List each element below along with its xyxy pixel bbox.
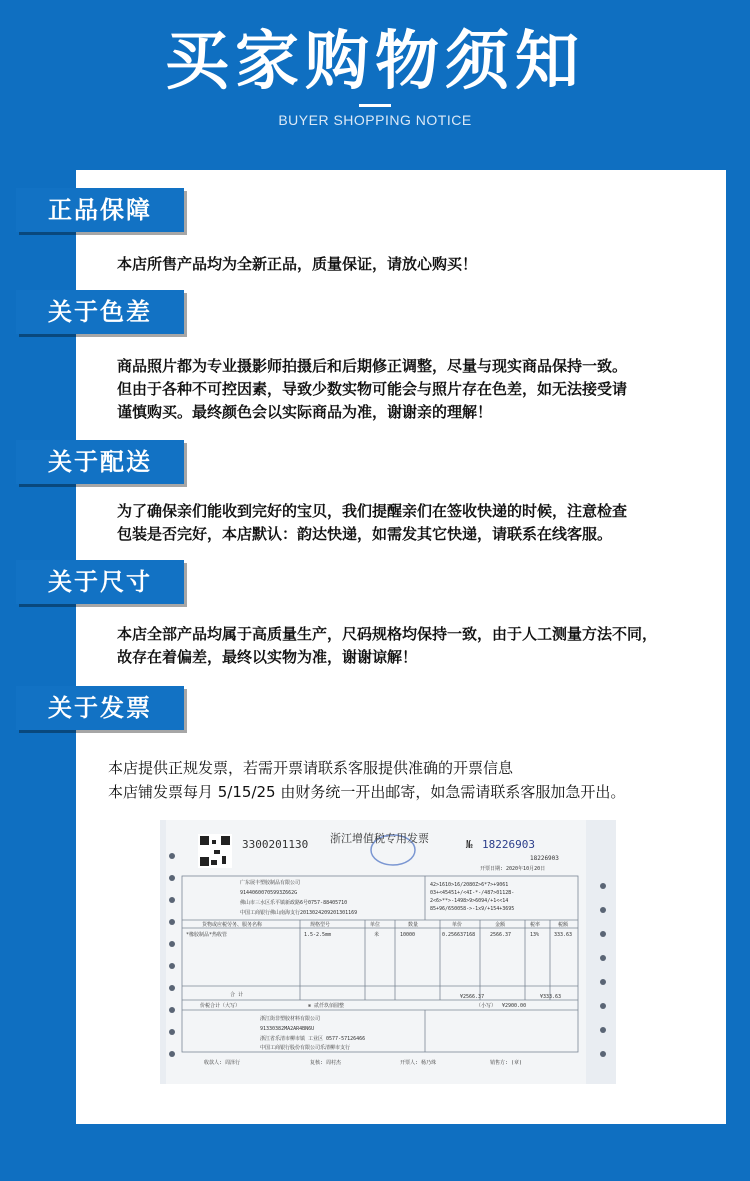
text-line: 商品照片都为专业摄影师拍摄后和后期修正调整，尽量与现实商品保持一致。 xyxy=(117,357,628,375)
item-amount: 2566.37 xyxy=(490,932,512,938)
section-tag-genuine: 正品保障 xyxy=(16,188,184,232)
buyer-name: 广东展丰塑胶制品有限公司 xyxy=(240,880,301,886)
text-line: 谨慎购买。最终颜色会以实际商品为准，谢谢亲的理解！ xyxy=(117,403,493,421)
invoice-number-small: 18226903 xyxy=(530,855,559,862)
item-name: *橡胶制品*热收管 xyxy=(186,932,228,938)
qr-code-icon xyxy=(198,834,232,868)
footer-drawer: 开票人: 杨乃珠 xyxy=(400,1060,437,1066)
cipher-line: 2<6>**>-1498>9>6094/+1<<14 xyxy=(430,898,509,904)
item-tax: 333.63 xyxy=(554,932,573,938)
footer-payee: 收款人: 周泽行 xyxy=(204,1060,241,1066)
buyer-address: 佛山市三水区乐平镇新政路6号0757-88405710 xyxy=(240,900,348,906)
title-divider xyxy=(359,104,391,107)
item-unit: 米 xyxy=(374,932,380,938)
section-tag-color: 关于色差 xyxy=(16,290,184,334)
sum-amount: ¥2566.37 xyxy=(460,994,485,1000)
footer-check: 复核: 周村杰 xyxy=(310,1060,342,1066)
total-label: 价税合计（大写） xyxy=(200,1003,241,1009)
text-line: 故存在着偏差，最终以实物为准，谢谢谅解！ xyxy=(117,648,418,666)
total-words: ⊗ 贰仟玖佰圆整 xyxy=(308,1003,345,1009)
seller-tax-id: 91330382MA2AR4BN6U xyxy=(260,1026,315,1032)
cipher-line: 03+<45451+/<4I-*-/487>0112B- xyxy=(430,890,515,896)
section-text-size xyxy=(117,623,717,669)
text-line: 本店提供正规发票，若需开票请联系客服提供准确的开票信息 xyxy=(108,759,514,777)
invoice-drawing xyxy=(160,820,616,1084)
total-small: （小写） xyxy=(476,1003,497,1009)
text-line: 本店全部产品均属于高质量生产，尺码规格均保持一致，由于人工测量方法不同， xyxy=(117,625,658,643)
sum-tax: ¥333.63 xyxy=(540,994,562,1000)
invoice-number: 18226903 xyxy=(482,838,535,851)
invoice-no-label: № xyxy=(466,838,473,851)
sum-label: 合 计 xyxy=(230,992,244,998)
section-text-invoice xyxy=(108,756,728,804)
col-amount: 金额 xyxy=(495,922,506,928)
cipher-line: 85+96/650058->-1x9/+154+3695 xyxy=(430,906,515,912)
section-tag-invoice: 关于发票 xyxy=(16,686,184,730)
col-tax: 税额 xyxy=(558,922,569,928)
text-line: 但由于各种不可控因素，导致少数实物可能会与照片存在色差，如无法接受请 xyxy=(117,380,628,398)
section-text-color xyxy=(117,355,717,424)
col-name: 货物或应税劳务、服务名称 xyxy=(202,922,263,928)
seller-bank: 中国工商银行股份有限公司乐清柳市支行 xyxy=(260,1045,351,1051)
total-value: ¥2900.00 xyxy=(502,1003,527,1009)
text-line: 为了确保亲们能收到完好的宝贝，我们提醒亲们在签收快递的时候，注意检查 xyxy=(117,502,628,520)
buyer-tax-id: 91440600705993Z662G xyxy=(240,890,298,896)
text-line: 包装是否完好，本店默认：韵达快递，如需发其它快递，请联系在线客服。 xyxy=(117,525,613,543)
col-rate: 税率 xyxy=(530,922,541,928)
page-subtitle: BUYER SHOPPING NOTICE xyxy=(278,112,472,128)
section-text-genuine xyxy=(117,253,717,276)
item-spec: 1.5-2.5mm xyxy=(304,932,332,938)
invoice-heading: 浙江增值税专用发票 xyxy=(330,832,429,845)
page-title: 买家购物须知 xyxy=(165,25,585,99)
item-qty: 10000 xyxy=(400,932,416,938)
section-text-delivery xyxy=(117,500,717,546)
invoice-date: 开票日期: 2020年10月20日 xyxy=(480,866,546,872)
text-line: 本店所售产品均为全新正品，质量保证，请放心购买！ xyxy=(117,255,478,273)
item-rate: 13% xyxy=(530,932,540,938)
seller-address: 浙江省乐清市柳市镇 工业区 0577-57126466 xyxy=(260,1036,366,1042)
footer-seller: 销售方: (章) xyxy=(490,1060,523,1066)
buyer-bank: 中国工商银行佛山南海支行2013024209201301169 xyxy=(240,910,358,916)
invoice-image xyxy=(160,820,616,1084)
seller-name: 浙江街非塑胶材料有限公司 xyxy=(260,1016,321,1022)
invoice-code: 3300201130 xyxy=(242,838,309,851)
item-price: 0.256637168 xyxy=(442,932,476,938)
text-line: 本店铺发票每月 5/15/25 由财务统一开出邮寄，如急需请联系客服加急开出。 xyxy=(108,783,626,801)
section-tag-size: 关于尺寸 xyxy=(16,560,184,604)
cipher-line: 42>1610>16/2080Z>6*7>+9061 xyxy=(430,882,509,888)
col-spec: 规格型号 xyxy=(310,922,331,928)
col-qty: 数量 xyxy=(408,922,419,928)
section-tag-delivery: 关于配送 xyxy=(16,440,184,484)
col-unit: 单位 xyxy=(370,922,381,928)
col-price: 单价 xyxy=(452,922,463,928)
